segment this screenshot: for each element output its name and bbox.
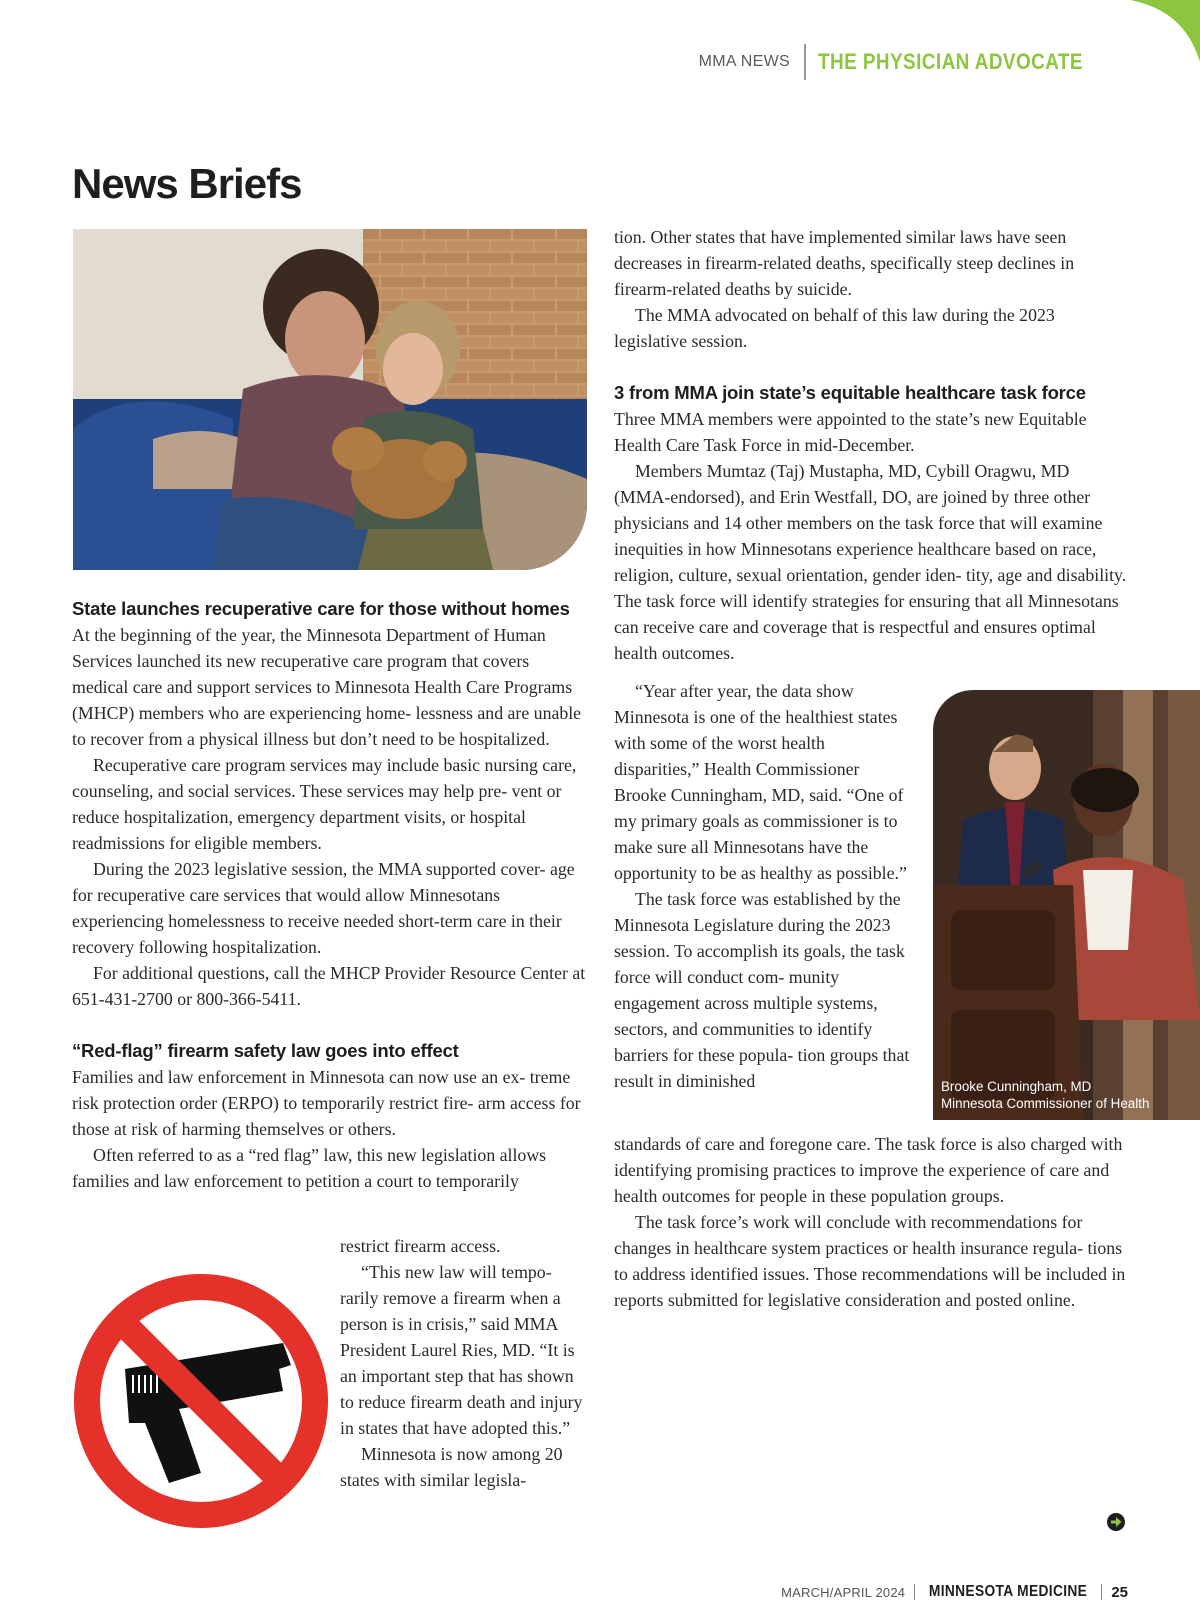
masthead xyxy=(699,44,1128,80)
caption-name: Brooke Cunningham, MD xyxy=(941,1079,1092,1094)
corner-accent xyxy=(1130,0,1200,62)
arrow-right-circle-icon[interactable] xyxy=(1106,1512,1126,1532)
article-paragraph: The task force’s work will conclude with recommendations for changes in healthcare system practices or health insurance regula- tions to address identified issues. Those recommendations will be included in reports submitted for legislative consideration and posted online. xyxy=(614,1212,1126,1310)
magazine-name: MINNESOTA MEDICINE xyxy=(929,1583,1088,1600)
page-footer xyxy=(781,1582,1128,1602)
article-paragraph: restrict firearm access. xyxy=(340,1236,501,1256)
column-left-narrow xyxy=(340,1233,590,1493)
photo-caption xyxy=(941,1078,1149,1112)
article-paragraph: At the beginning of the year, the Minnesota Department of Human Services launched its new recuperative care program that covers medical care and support services to Minnesota Health Care Programs (MHCP) members who are experiencing home- lessness and are unable to recover from a physical illness but don’t need to be hospitalized. xyxy=(72,625,582,749)
article-paragraph: Members Mumtaz (Taj) Mustapha, MD, Cybill Oragwu, MD (MMA-endorsed), and Erin Westfall, DO, are joined by three other physicians and 14 other members on the task force that will examine inequities in how Minnesotans experience healthcare based on race, religion, culture, sexual orientation, gender iden- tity, age and disability. The task force will identify strategies for ensuring that all Minnesotans can receive care and coverage that is respectful and ensures optimal health outcomes. xyxy=(614,461,1127,663)
footer-divider xyxy=(1101,1584,1102,1600)
article-paragraph: “This new law will tempo- rarily remove a firearm when a person is in crisis,” said MMA President Laurel Ries, MD. “It is an important step that has shown to reduce firearm death and injury in states that have adopted this.” xyxy=(340,1262,583,1438)
article-paragraph: For additional questions, call the MHCP Provider Resource Center at 651-431-2700 or 800-366-5411. xyxy=(72,963,586,1009)
article-paragraph: Minnesota is now among 20 states with similar legisla- xyxy=(340,1444,563,1490)
column-right-bottom xyxy=(614,1131,1128,1313)
article-paragraph: During the 2023 legislative session, the MMA supported cover- age for recuperative care services that would allow Minnesotans experiencing homelessness to receive needed short-term care in their recovery following hospitalization. xyxy=(72,859,575,957)
commissioner-photo xyxy=(933,690,1200,1120)
column-right-narrow xyxy=(614,678,914,1094)
article-heading-recuperative-care: State launches recuperative care for those without homes xyxy=(72,598,570,619)
family-photo xyxy=(73,229,587,570)
footer-divider xyxy=(914,1584,915,1600)
article-paragraph: standards of care and foregone care. The task force is also charged with identifying promising practices to improve the experience of care and health outcomes for people in these population groups. xyxy=(614,1134,1123,1206)
page-number: 25 xyxy=(1111,1583,1128,1601)
article-paragraph: Three MMA members were appointed to the state’s new Equitable Health Care Task Force in mid-December. xyxy=(614,409,1087,455)
publication-label: THE PHYSICIAN ADVOCATE xyxy=(818,49,1083,74)
issue-date: MARCH/APRIL 2024 xyxy=(781,1584,906,1600)
article-paragraph: The task force was established by the Minnesota Legislature during the 2023 session. To accomplish its goals, the task force will conduct com- munity engagement across multiple systems, sectors, and communities to identify barriers for these popula- tion groups that result in diminished xyxy=(614,889,910,1091)
article-heading-task-force: 3 from MMA join state’s equitable healthcare task force xyxy=(614,382,1086,403)
no-guns-sign-icon xyxy=(73,1273,329,1529)
article-paragraph: The MMA advocated on behalf of this law during the 2023 legislative session. xyxy=(614,305,1055,351)
article-paragraph: Recuperative care program services may include basic nursing care, counseling, and social services. These services may help pre- vent or reduce hospitalization, emergency department visits, or hospital readmissions for eligible members. xyxy=(72,755,577,853)
article-paragraph: tion. Other states that have implemented similar laws have seen decreases in firearm-related deaths, specifically steep declines in firearm-related deaths by suicide. xyxy=(614,227,1075,299)
article-heading-red-flag-law: “Red-flag” firearm safety law goes into effect xyxy=(72,1040,459,1061)
page-title: News Briefs xyxy=(72,160,302,207)
column-right xyxy=(614,224,1128,666)
section-label: MMA NEWS xyxy=(698,53,790,70)
caption-title: Minnesota Commissioner of Health xyxy=(941,1096,1150,1111)
column-left xyxy=(72,596,586,1194)
article-paragraph: “Year after year, the data show Minnesota is one of the healthiest states with some of the worst health disparities,” Health Commissioner Brooke Cunningham, MD, said. “One of my primary goals as commissioner is to make sure all Minnesotans have the opportunity to be as healthy as possible.” xyxy=(614,681,907,883)
article-paragraph: Often referred to as a “red flag” law, this new legislation allows families and law enforcement to petition a court to temporarily xyxy=(72,1145,547,1191)
article-paragraph: Families and law enforcement in Minnesota can now use an ex- treme risk protection order (ERPO) to temporarily restrict fire- arm access for those at risk of harming themselves or others. xyxy=(72,1067,581,1139)
